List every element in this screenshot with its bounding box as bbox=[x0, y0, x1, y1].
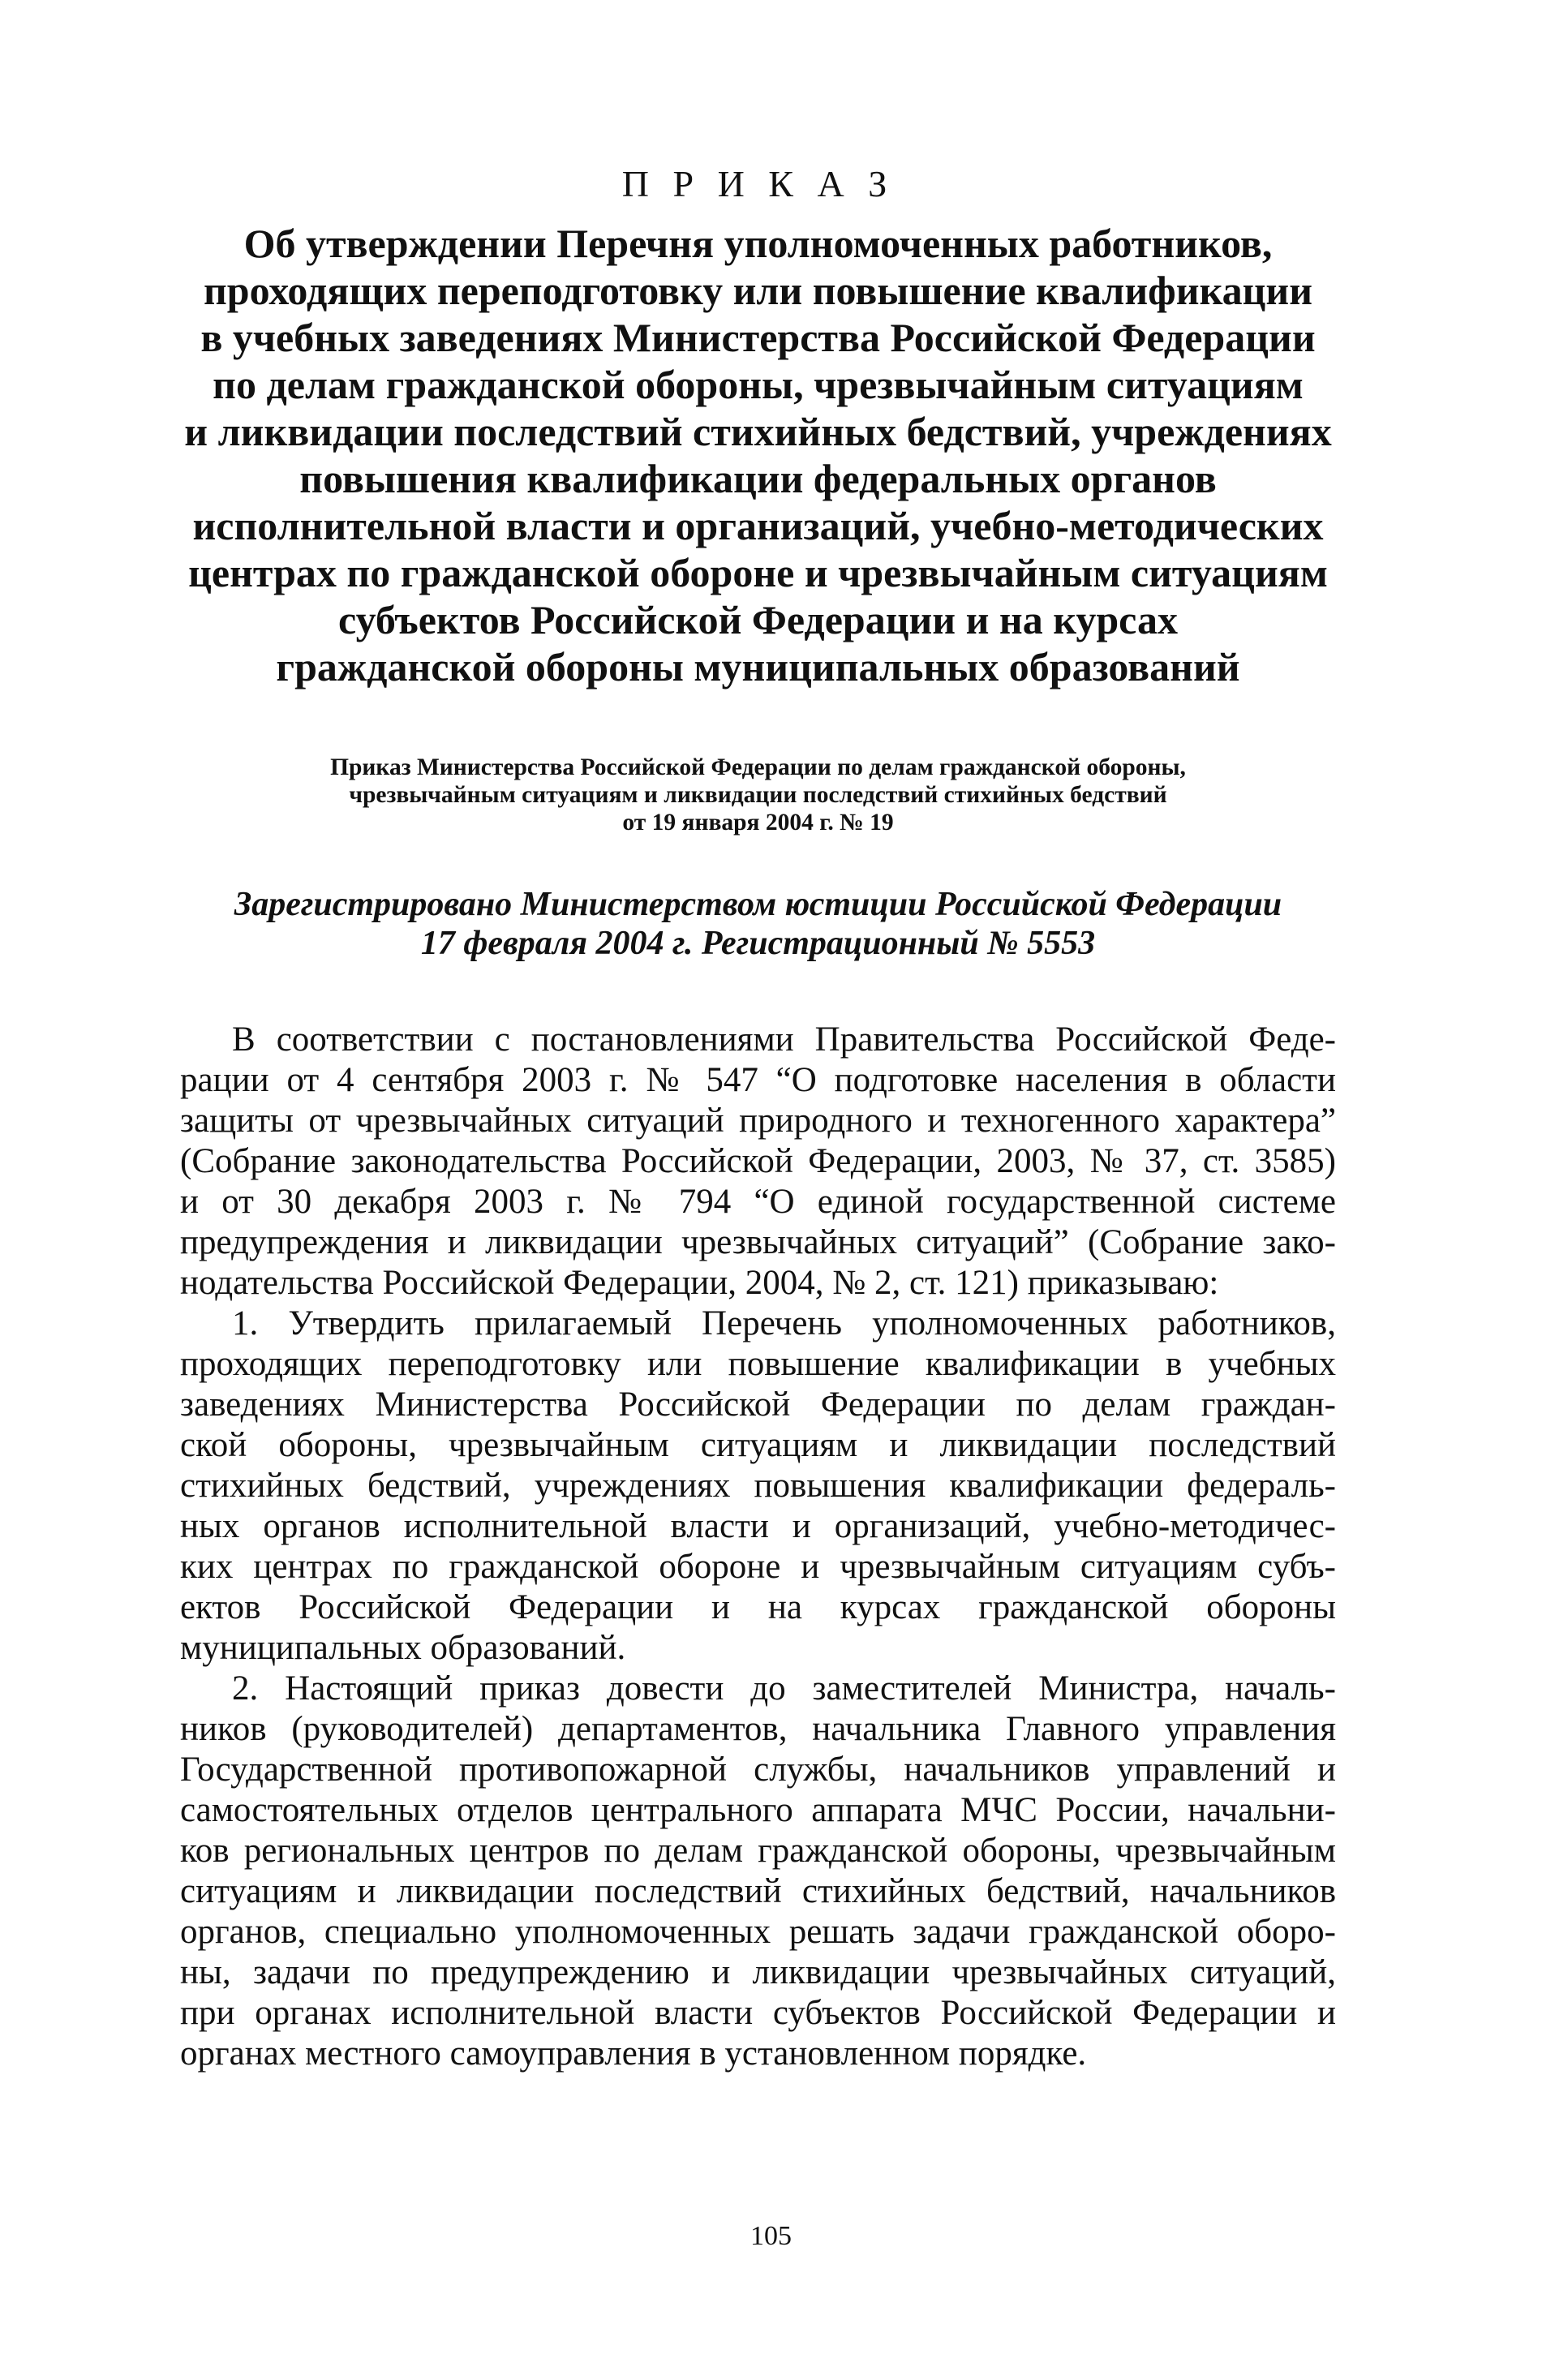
paragraph-line: ны, задачи по предупреждению и ликвидации чрезвычайных ситуаций, bbox=[180, 1953, 1336, 1991]
paragraph-line: В соответствии с постановлениями Правительства Российской Феде- bbox=[232, 1020, 1336, 1059]
title-line: Об утверждении Перечня уполномоченных работников, bbox=[243, 221, 1273, 266]
paragraph-line: 1. Утвердить прилагаемый Перечень уполномоченных работников, bbox=[232, 1304, 1336, 1343]
order-info-line: чрезвычайным ситуациям и ликвидации последствий стихийных бедствий bbox=[349, 782, 1167, 808]
title-line: центрах по гражданской обороне и чрезвычайным ситуациям bbox=[188, 550, 1328, 595]
title-line: гражданской обороны муниципальных образований bbox=[276, 644, 1240, 690]
paragraph-line: стихийных бедствий, учреждениях повышения квалификации федераль- bbox=[180, 1467, 1336, 1505]
paragraph-line: органах местного самоуправления в установленном порядке. bbox=[180, 2034, 1087, 2073]
paragraph-line: нодательства Российской Федерации, 2004, № 2, ст. 121) приказываю: bbox=[180, 1264, 1219, 1302]
paragraph-line: самостоятельных отделов центрального аппарата МЧС России, начальни- bbox=[180, 1791, 1336, 1829]
paragraph-line: предупреждения и ликвидации чрезвычайных ситуаций” (Собрание зако- bbox=[180, 1223, 1336, 1261]
paragraph-line: ской обороны, чрезвычайным ситуациям и ликвидации последствий bbox=[180, 1426, 1336, 1464]
paragraph-line: при органах исполнительной власти субъектов Российской Федерации и bbox=[180, 1994, 1336, 2032]
paragraph-line: защиты от чрезвычайных ситуаций природного и техногенного характера” bbox=[180, 1102, 1336, 1140]
paragraph-line: ситуациям и ликвидации последствий стихийных бедствий, начальников bbox=[180, 1872, 1336, 1910]
paragraph-item-1 bbox=[180, 1304, 1336, 1669]
paragraph-line: (Собрание законодательства Российской Федерации, 2003, № 37, ст. 3585) bbox=[180, 1142, 1336, 1180]
title-line: субъектов Российской Федерации и на курсах bbox=[338, 597, 1178, 642]
registration-line: Зарегистрировано Министерством юстиции Российской Федерации bbox=[234, 886, 1282, 923]
registration-note bbox=[180, 885, 1336, 963]
registration-line: 17 февраля 2004 г. Регистрационный № 5553 bbox=[420, 925, 1096, 962]
document-body bbox=[180, 1020, 1336, 2074]
paragraph-line: заведениях Министерства Российской Федерации по делам граждан- bbox=[180, 1385, 1336, 1424]
title-line: исполнительной власти и организаций, учебно-методических bbox=[192, 503, 1324, 548]
document-title bbox=[180, 220, 1336, 690]
paragraph-line: ных органов исполнительной власти и организаций, учебно-методичес- bbox=[180, 1507, 1336, 1545]
title-line: повышения квалификации федеральных органов bbox=[299, 456, 1217, 501]
title-line: проходящих переподготовку или повышение квалификации bbox=[203, 268, 1313, 313]
paragraph-line: 2. Настоящий приказ довести до заместителей Министра, началь- bbox=[232, 1669, 1336, 1708]
paragraph-line: ких центрах по гражданской обороне и чрезвычайным ситуациям субъ- bbox=[180, 1548, 1336, 1586]
title-line: и ликвидации последствий стихийных бедствий, учреждениях bbox=[184, 409, 1332, 454]
order-info-line: Приказ Министерства Российской Федерации по делам гражданской обороны, bbox=[330, 754, 1186, 780]
page-number: 105 bbox=[750, 2221, 792, 2251]
order-info bbox=[180, 754, 1336, 836]
paragraph-line: рации от 4 сентября 2003 г. № 547 “О подготовке населения в области bbox=[180, 1061, 1336, 1099]
paragraph-line: Государственной противопожарной службы, начальников управлений и bbox=[180, 1751, 1336, 1789]
paragraph-line: органов, специально уполномоченных решать задачи гражданской оборо- bbox=[180, 1913, 1336, 1951]
paragraph-line: ников (руководителей) департаментов, начальника Главного управления bbox=[180, 1710, 1336, 1748]
paragraph-line: проходящих переподготовку или повышение квалификации в учебных bbox=[180, 1345, 1336, 1383]
paragraph-line: ков региональных центров по делам гражданской обороны, чрезвычайным bbox=[180, 1832, 1336, 1870]
title-line: в учебных заведениях Министерства Российской Федерации bbox=[200, 315, 1316, 360]
paragraph-item-2 bbox=[180, 1669, 1336, 2074]
document-heading: П Р И К А З bbox=[621, 163, 895, 204]
paragraph-line: и от 30 декабря 2003 г. № 794 “О единой государственной системе bbox=[180, 1183, 1336, 1221]
paragraph-preamble bbox=[180, 1020, 1336, 1304]
title-line: по делам гражданской обороны, чрезвычайным ситуациям bbox=[213, 362, 1304, 407]
order-info-line: от 19 января 2004 г. № 19 bbox=[622, 810, 894, 836]
paragraph-line: муниципальных образований. bbox=[180, 1629, 626, 1667]
document-page bbox=[180, 162, 1336, 2074]
paragraph-line: ектов Российской Федерации и на курсах гражданской обороны bbox=[180, 1588, 1336, 1626]
